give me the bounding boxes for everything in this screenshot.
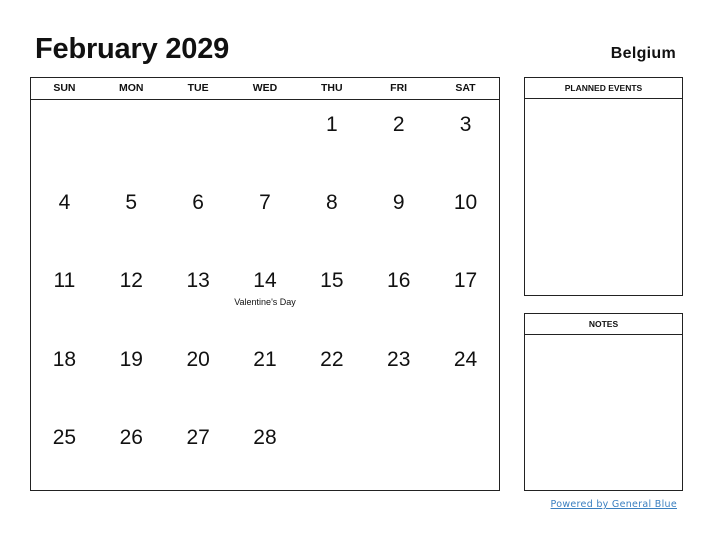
holiday-label: Valentine's Day [234,297,296,308]
day-number: 9 [392,191,405,215]
day-number: 15 [320,269,344,293]
powered-by-link[interactable]: Powered by General Blue [550,499,677,510]
weekday-sat: SAT [455,82,476,94]
day-number: 2 [392,113,405,136]
weekday-header-row [31,78,499,100]
day-number: 6 [192,191,204,215]
day-number: 3 [459,113,472,136]
planned-events-panel [524,77,683,296]
day-number: 19 [119,347,143,371]
day-number: 28 [253,425,277,449]
weekday-mon: MON [119,82,144,94]
weekday-fri: FRI [390,82,408,94]
day-number: 10 [453,191,478,215]
day-number: 4 [58,191,71,215]
notes-title: NOTES [525,314,682,335]
country-label: Belgium [610,45,676,62]
day-number: 24 [453,347,478,371]
weekday-tue: TUE [187,82,209,94]
day-number: 17 [453,269,478,293]
calendar-grid [30,77,500,491]
day-number: 23 [387,347,411,371]
day-number: 8 [326,191,338,215]
page-title: February 2029 [35,33,230,65]
day-number: 21 [253,347,277,371]
day-number: 26 [119,425,143,449]
day-number: 20 [186,347,210,371]
day-number: 18 [52,347,77,371]
weekday-wed: WED [252,82,278,94]
day-number: 12 [119,269,143,293]
day-number: 27 [186,425,210,449]
day-number: 5 [125,191,138,215]
day-number: 13 [186,269,210,293]
day-number: 25 [52,425,77,449]
day-number: 1 [326,113,338,136]
weekday-sun: SUN [53,82,76,94]
day-number: 11 [53,269,76,293]
day-number: 16 [387,269,411,293]
day-number: 22 [320,347,344,371]
day-number: 14 [253,269,277,293]
notes-panel [524,313,683,491]
weekday-thu: THU [321,82,343,94]
planned-events-title: PLANNED EVENTS [525,78,682,99]
day-number: 7 [259,191,271,215]
